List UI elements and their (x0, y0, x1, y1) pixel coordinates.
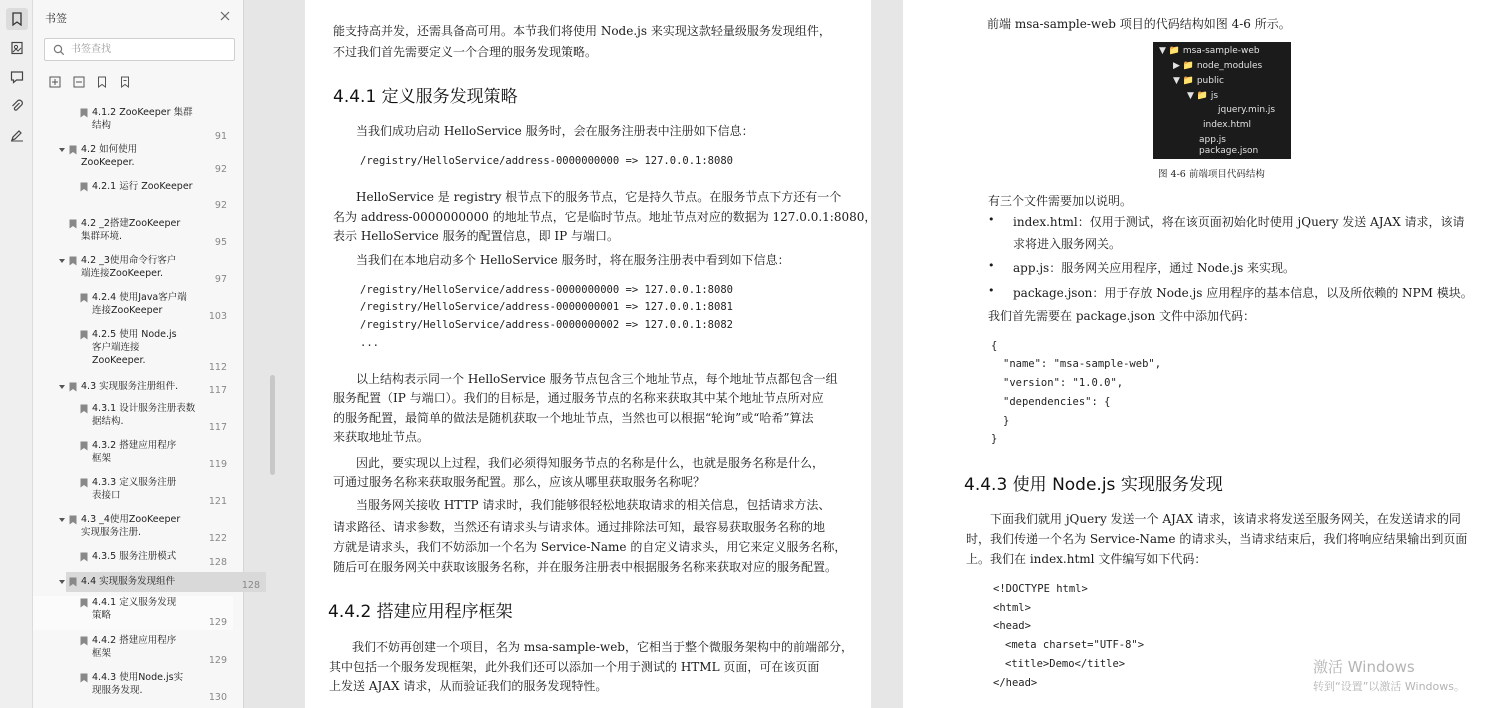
bookmark-item[interactable]: 4.2 如何使用 ZooKeeper. 92 (33, 143, 233, 173)
bookmark-item[interactable]: 4.4.2 搭建应用程序框架 129 (33, 634, 233, 664)
add-bookmark-icon[interactable] (96, 73, 110, 87)
search-icon (53, 44, 65, 56)
panel-scrollbar[interactable] (270, 375, 275, 475)
collapse-arrow-icon[interactable] (58, 146, 66, 154)
bookmark-item[interactable]: 4.4.1 定义服务发现策略 129 (33, 596, 233, 630)
delete-bookmark-icon[interactable] (119, 73, 133, 87)
bookmark-icon[interactable] (6, 8, 28, 30)
bookmark-item[interactable]: 4.3.2 搭建应用程序框架 119 (33, 439, 233, 469)
activation-watermark-text: 转到“设置”以激活 Windows。 (1313, 680, 1465, 693)
bookmark-icon (80, 108, 88, 118)
collapse-arrow-icon[interactable] (58, 516, 66, 524)
bookmark-icon (80, 636, 88, 646)
bookmark-item[interactable]: 4.2 _2搭建ZooKeeper集群环境. 95 (33, 217, 233, 247)
attachment-icon[interactable] (6, 95, 28, 117)
left-toolbar (0, 0, 33, 708)
bookmark-icon (69, 219, 77, 229)
document-page-right: 前端 msa-sample-web 项目的代码结构如图 4-6 所示。 ▼ 📁 msa-sample-web ▶ 📁 node_modules ▼ 📁 public ▼ 📁 js jquery.min.js index.html app.js package.json 图 4-6 前端项目代码结构 有三个文件需要加以说明。 • index.html：仅用于测试，将在该页面初始化时使用 jQuery 发送 AJAX 请求，该请 求将进入服务网关。 • app.js：服务网关应用程序，通过 Node.js 来实现。 • package.json：用于存放 Node.js 应用程序的基本信息，以及所依赖的 NPM 模块。 我们首先需要在 package.json 文件中添加代码： { "name": "msa-sample-web", "version": "1.0.0", "dependencies": { } } 4.4.3 使用 Node.js 实现服务发现 下面我们就用 jQuery 发送一个 AJAX 请求，该请求将发送至服务网关，在发送请求的同 时，我们传递一个名为 Service-Name 的请求头，当请求结束后，我们将响应结果输出到页面 上。我们在 index.html 文件编写如下代码： <!DOCTYPE html> <html> <head> <meta charset="UTF-8"> <title>Demo</title> </head> (903, 0, 1500, 708)
page-thumbnail-icon[interactable] (6, 37, 28, 59)
bookmark-tree (33, 100, 260, 708)
bookmark-item[interactable]: 4.2.4 使用Java客户端连接ZooKeeper 103 (33, 291, 233, 321)
section-heading: 4.4.2 搭建应用程序框架 (328, 602, 513, 622)
close-icon[interactable] (218, 9, 232, 23)
bookmark-item-selected[interactable]: 4.4 实现服务发现组件 128 (66, 572, 266, 592)
bookmark-icon (80, 478, 88, 488)
bookmark-icon (69, 515, 77, 525)
bookmark-item[interactable]: 4.1.2 ZooKeeper 集群结构 91 (33, 106, 233, 136)
collapse-all-icon[interactable] (73, 73, 87, 87)
bookmark-icon (69, 382, 77, 392)
bookmark-item[interactable]: 4.2.5 使用 Node.js 客户端连接 ZooKeeper. 112 (33, 328, 233, 373)
search-input[interactable] (71, 42, 221, 57)
bookmark-icon (69, 256, 77, 266)
expand-all-icon[interactable] (49, 73, 63, 87)
activation-watermark-title: 激活 Windows (1313, 658, 1415, 676)
bookmark-icon (80, 552, 88, 562)
bookmark-icon (80, 404, 88, 414)
bookmark-search[interactable] (44, 38, 235, 61)
bookmark-item[interactable]: 4.3 实现服务注册组件. 117 (33, 380, 233, 396)
collapse-arrow-icon[interactable] (58, 383, 66, 391)
bookmark-icon (80, 293, 88, 303)
signature-icon[interactable] (6, 124, 28, 146)
document-page-left: 能支持高并发，还需具备高可用。本节我们将使用 Node.js 来实现这款轻量级服务发现组件， 不过我们首先需要定义一个合理的服务发现策略。 4.4.1 定义服务发现策略 当我们成功启动 HelloService 服务时，会在服务注册表中注册如下信息： /registry/HelloService/address-0000000000 => 127.0.0.1:8080 HelloService 是 registry 根节点下的服务节点，它是持久节点。在服务节点下方还有一个 名为 address-0000000000 的地址节点，它是临时节点。地址节点对应的数据为 127.0.0.1:8080， 表示 HelloService 服务的配置信息，即 IP 与端口。 当我们在本地启动多个 HelloService 服务时，将在服务注册表中看到如下信息： /registry/HelloService/address-0000000000 => 127.0.0.1:8080 /registry/HelloService/address-0000000001 => 127.0.0.1:8081 /registry/HelloService/address-0000000002 => 127.0.0.1:8082 ... 以上结构表示同一个 HelloService 服务节点包含三个地址节点，每个地址节点都包含一组 服务配置（IP 与端口）。我们的目标是，通过服务节点的名称来获取其中某个地址节点所对应 的服务配置，最简单的做法是随机获取一个地址节点，当然也可以根据“轮询”或“哈希”算法 来获取地址节点。 因此，要实现以上过程，我们必须得知服务节点的名称是什么，也就是服务名称是什么， 可通过服务名称来获取服务配置。那么，应该从哪里获取服务名称呢？ 当服务网关接收 HTTP 请求时，我们能够很轻松地获取请求的相关信息，包括请求方法、 请求路径、请求参数，当然还有请求头与请求体。通过排除法可知，最容易获取服务名称的地 方就是请求头，我们不妨添加一个名为 Service-Name 的自定义请求头，用它来定义服务名称， 随后可在服务网关中获取该服务名称，并在服务注册表中根据服务名称来获取对应的服务配置。 4.4.2 搭建应用程序框架 我们不妨再创建一个项目，名为 msa-sample-web，它相当于整个微服务架构中的前端部分， 其中包括一个服务发现框架，此外我们还可以添加一个用于测试的 HTML 页面，可在该页面 上发送 AJAX 请求，从而验证我们的服务发现特性。 (305, 0, 871, 708)
bookmark-item[interactable]: 4.3.3 定义服务注册表接口 121 (33, 476, 233, 506)
bookmark-icon (80, 330, 88, 340)
bookmark-item[interactable]: 4.3 _4使用ZooKeeper实现服务注册. 122 (33, 513, 233, 543)
bookmark-icon (80, 598, 88, 608)
bookmarks-panel (33, 0, 260, 708)
bookmark-icon (80, 441, 88, 451)
panel-title: 书签 (45, 12, 67, 25)
section-heading: 4.4.1 定义服务发现策略 (333, 87, 518, 107)
section-heading: 4.4.3 使用 Node.js 实现服务发现 (964, 475, 1223, 495)
bookmark-item[interactable]: 4.2 _3使用命令行客户端连接ZooKeeper. 97 (33, 254, 233, 284)
collapse-arrow-icon[interactable] (58, 257, 66, 265)
comment-icon[interactable] (6, 66, 28, 88)
bookmark-item[interactable]: 4.3.5 服务注册模式 128 (33, 550, 233, 566)
bookmark-item[interactable]: 4.4.3 使用Node.js实现服务发现. 130 (33, 671, 233, 705)
bookmark-icon (69, 145, 77, 155)
bookmark-icon (80, 673, 88, 683)
collapse-arrow-icon[interactable] (58, 578, 66, 586)
figure-caption: 图 4-6 前端项目代码结构 (1158, 169, 1265, 180)
bookmark-icon (80, 182, 88, 192)
bookmark-icon (69, 577, 77, 587)
project-structure-figure: ▼ 📁 msa-sample-web ▶ 📁 node_modules ▼ 📁 public ▼ 📁 js jquery.min.js index.html app.js package.json (1153, 42, 1291, 159)
bookmark-item[interactable]: 4.2.1 运行 ZooKeeper 92 (33, 180, 233, 210)
bookmark-item[interactable]: 4.3.1 设计服务注册表数据结构. 117 (33, 402, 233, 432)
